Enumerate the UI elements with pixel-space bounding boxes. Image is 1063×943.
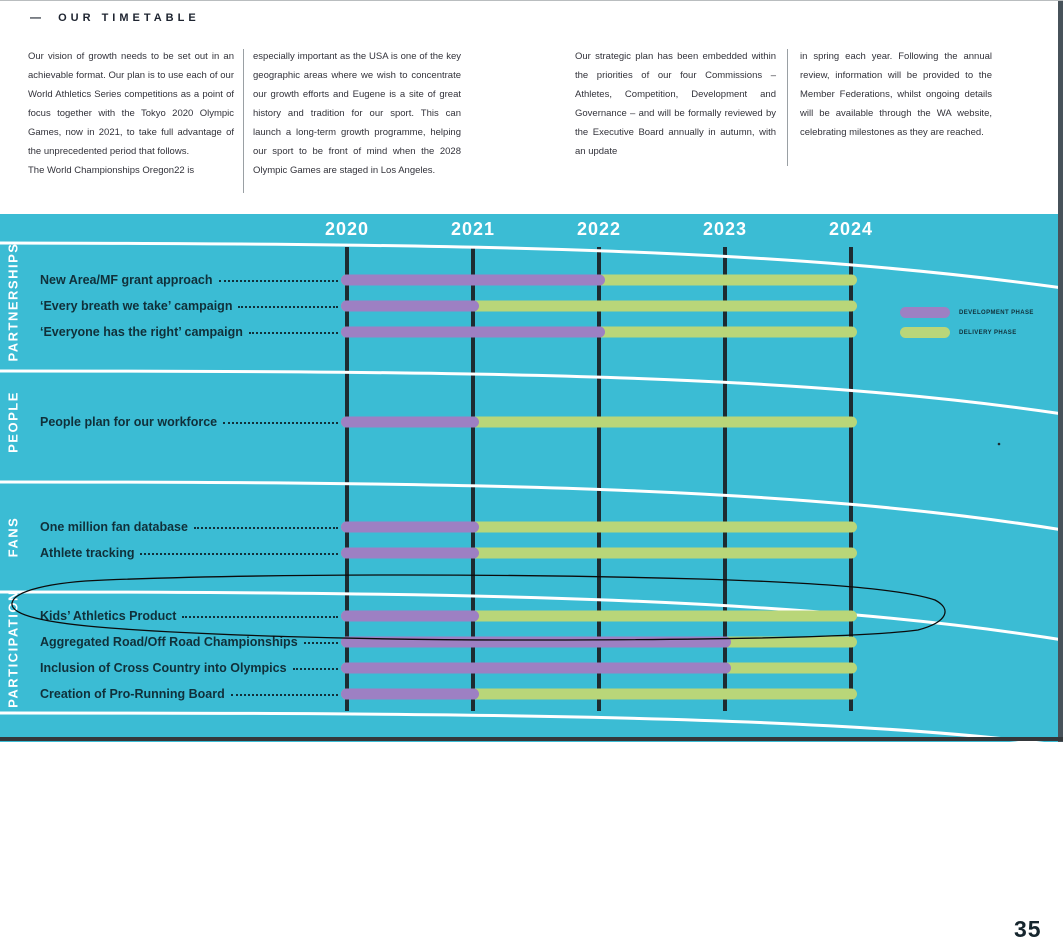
development-bar <box>341 548 479 559</box>
page-number: 35 <box>1014 916 1042 942</box>
timetable-chart <box>0 214 1063 942</box>
dotted-leader <box>293 668 338 670</box>
intro-section <box>0 1 1063 214</box>
page-title <box>30 12 200 24</box>
group-label-partnerships: PARTNERSHIPS <box>5 242 21 362</box>
group-label-people: PEOPLE <box>5 391 21 453</box>
development-bar <box>341 522 479 533</box>
paragraph: especially important as the USA is one of the key geographic areas where we wish to concentrate our growth efforts and Eugene is a site of great history and tradition for our sport. This can launch a long-term growth programme, helping our sport to be front of mind when the 2028 Olympic Games are staged in Los Angeles. <box>253 51 461 176</box>
column-divider <box>787 49 788 166</box>
development-bar <box>341 417 479 428</box>
row-label-text: Inclusion of Cross Country into Olympics <box>40 661 287 675</box>
title-dash: — <box>30 12 41 24</box>
timeline-row-label <box>40 658 340 678</box>
ink-speck <box>998 443 1001 446</box>
row-label-text: Creation of Pro-Running Board <box>40 687 225 701</box>
dotted-leader <box>219 280 339 282</box>
legend-item <box>900 327 1034 338</box>
dotted-leader <box>194 527 338 529</box>
timeline-row-label <box>40 296 340 316</box>
dotted-leader <box>304 642 338 644</box>
year-label-2022: 2022 <box>576 219 622 239</box>
development-bar <box>341 327 605 338</box>
row-label-text: Athlete tracking <box>40 546 135 560</box>
legend <box>900 307 1034 347</box>
development-bar <box>341 637 731 648</box>
timeline-row-label <box>40 632 340 652</box>
development-bar <box>341 663 731 674</box>
window-right-border <box>1058 1 1063 742</box>
dotted-leader <box>238 306 338 308</box>
intro-column-1 <box>28 47 234 180</box>
year-label-2024: 2024 <box>828 219 874 239</box>
legend-swatch-delivery <box>900 327 950 338</box>
year-label-2021: 2021 <box>450 219 496 239</box>
development-bar <box>341 275 605 286</box>
intro-column-2 <box>253 47 461 180</box>
row-label-text: Aggregated Road/Off Road Championships <box>40 635 298 649</box>
legend-swatch-development <box>900 307 950 318</box>
development-bar <box>341 301 479 312</box>
dotted-leader <box>140 553 338 555</box>
paragraph: Our vision of growth needs to be set out in an achievable format. Our plan is to use each of our World Athletics Series competitions as a point of focus together with the Tokyo 2020 Olympic Games, now in 2021, to take full advantage of the unprecedented period that follows. <box>28 51 234 157</box>
dotted-leader <box>231 694 338 696</box>
dotted-leader <box>249 332 338 334</box>
row-label-text: New Area/MF grant approach <box>40 273 213 287</box>
window-bottom-border <box>0 737 1063 741</box>
year-label-2023: 2023 <box>702 219 748 239</box>
year-label-2020: 2020 <box>324 219 370 239</box>
timeline-row-label <box>40 543 340 563</box>
legend-label: DELIVERY PHASE <box>959 329 1017 336</box>
group-label-participation: PARTICIPATION <box>5 590 21 708</box>
timeline-row-label <box>40 322 340 342</box>
legend-item <box>900 307 1034 318</box>
timeline-row-label <box>40 517 340 537</box>
row-label-text: People plan for our workforce <box>40 415 218 429</box>
paragraph: Our strategic plan has been embedded within the priorities of our four Commissions – Athletes, Competition, Development and Governance – and will be formally reviewed by the Executive Board annually in autumn, with an update <box>575 51 776 157</box>
row-label-text: ‘Everyone has the right’ campaign <box>40 325 243 339</box>
row-label-text: Kids’ Athletics Product <box>40 609 177 623</box>
intro-column-3 <box>575 47 776 161</box>
title-text: OUR TIMETABLE <box>58 12 200 24</box>
paragraph: in spring each year. Following the annual review, information will be provided to the Member Federations, whilst ongoing details will be available through the WA website, celebrating milestones as they are reached. <box>800 51 992 138</box>
group-label-fans: FANS <box>5 516 21 558</box>
timeline-row-label <box>40 412 340 432</box>
development-bar <box>341 689 479 700</box>
development-bar <box>341 611 479 622</box>
timeline-row-label <box>40 606 340 626</box>
dotted-leader <box>182 616 338 618</box>
timeline-row-label <box>40 684 340 704</box>
paragraph: The World Championships Oregon22 is <box>28 165 195 176</box>
intro-column-4 <box>800 47 992 142</box>
row-label-text: One million fan database <box>40 520 188 534</box>
row-label-text: ‘Every breath we take’ campaign <box>40 299 233 313</box>
column-divider <box>243 49 244 193</box>
timeline-row-label <box>40 270 340 290</box>
legend-label: DEVELOPMENT PHASE <box>959 309 1034 316</box>
dotted-leader <box>223 422 338 424</box>
